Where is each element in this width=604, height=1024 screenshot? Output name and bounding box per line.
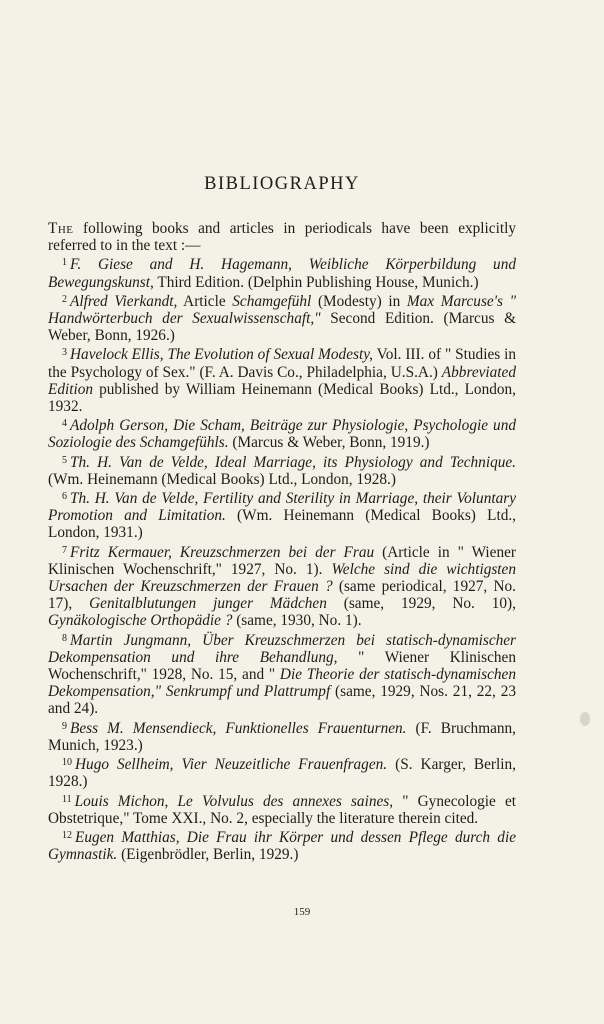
entry-citation: Alfred Vierkandt,	[70, 292, 178, 310]
intro-text: following books and articles in periodicals have been explicitly referred to in the text :—	[48, 220, 516, 255]
bibliography-entry-3	[48, 344, 516, 415]
bibliography-entry-5	[48, 452, 516, 488]
entry-number: 12	[62, 829, 72, 841]
entry-number: 5	[62, 454, 67, 466]
entry-details: (same, 1929, No. 10),	[326, 595, 516, 613]
entry-citation: Th. H. Van de Velde, Fertility and Sterility in Marriage, their Voluntary Promotion and Limitation.	[48, 490, 516, 525]
entry-number: 2	[62, 293, 67, 305]
entry-details: Third Edition. (Delphin Publishing House, Munich.)	[153, 273, 479, 291]
entry-details: Second Edition. (Marcus & Weber, Bonn, 1926.)	[48, 310, 516, 345]
bibliography-page	[48, 174, 516, 863]
entry-citation: Eugen Matthias, Die Frau ihr Körper und dessen Pflege durch die Gymnastik.	[48, 828, 516, 864]
entry-number: 10	[62, 757, 72, 769]
entry-number: 3	[62, 347, 67, 359]
entry-details: (Wm. Heinemann (Medical Books) Ltd., London, 1928.)	[48, 470, 396, 488]
entry-details: (Eigenbrödler, Berlin, 1929.)	[117, 846, 299, 864]
entry-citation: Louis Michon, Le Volvulus des annexes saines,	[74, 792, 394, 810]
entry-details: " Gynecologie et Obstetrique," Tome XXI., No. 2, especially the literature therein cited.	[48, 792, 516, 827]
entry-citation: Th. H. Van de Velde, Ideal Marriage, its Physiology and Technique.	[70, 453, 516, 471]
entry-citation: Hugo Sellheim, Vier Neuzeitliche Frauenfragen.	[75, 756, 388, 774]
entry-number: 9	[62, 720, 67, 732]
entry-citation: Genitalblutungen junger Mädchen	[89, 595, 327, 613]
entry-details: " Wiener Klinischen Wochenschrift," 1928, No. 15, and "	[48, 648, 516, 684]
bibliography-entry-4	[48, 415, 516, 451]
entry-number: 11	[62, 793, 72, 805]
entry-number: 8	[62, 632, 67, 644]
entry-number: 4	[62, 418, 67, 430]
entry-citation: Gynäkologische Orthopädie ?	[48, 612, 233, 630]
bibliography-body	[48, 220, 516, 863]
entry-details: (same periodical, 1927, No. 17),	[48, 578, 516, 613]
entry-citation: Max Marcuse's " Handwörterbuch der Sexualwissenschaft,"	[48, 292, 516, 328]
bibliography-entry-2	[48, 291, 516, 345]
page-number: 159	[293, 906, 311, 918]
entry-citation: Abbreviated Edition	[48, 363, 516, 398]
entry-number: 6	[62, 491, 67, 503]
entry-citation: Havelock Ellis, The Evolution of Sexual Modesty,	[70, 346, 373, 364]
bibliography-entry-12	[48, 827, 516, 863]
entry-details: (Wm. Heinemann (Medical Books) Ltd., London, 1931.)	[48, 507, 516, 542]
entry-details: (S. Karger, Berlin, 1928.)	[48, 756, 516, 791]
entry-details: (F. Bruchmann, Munich, 1923.)	[48, 719, 516, 754]
entry-details: (Article in " Wiener Klinischen Wochenschrift," 1927, No. 1).	[48, 543, 516, 578]
bibliography-entry-11	[48, 791, 516, 827]
bibliography-entry-6	[48, 488, 516, 542]
entry-citation: Fritz Kermauer, Kreuzschmerzen bei der Frau	[70, 543, 375, 561]
entry-number: 1	[62, 257, 67, 269]
entry-citation: Welche sind die wichtigsten Ursachen der Kreuzschmerzen der Frauen ?	[48, 560, 516, 596]
entry-details: (Modesty) in	[311, 292, 407, 310]
entry-details: Article	[177, 292, 233, 310]
entry-citation: F. Giese and H. Hagemann, Weibliche Körperbildung und Bewegungskunst,	[48, 256, 516, 291]
intro-paragraph	[48, 220, 516, 254]
entry-details: (same, 1930, No. 1).	[232, 612, 362, 630]
bibliography-entry-7	[48, 542, 516, 630]
bibliography-entry-1	[48, 254, 516, 290]
entry-citation: Schamgefühl	[232, 292, 312, 310]
entry-details: Vol. III. of " Studies in the Psychology of Sex." (F. A. Davis Co., Philadelphia, U.S.A.)	[48, 346, 516, 381]
entry-details: (Marcus & Weber, Bonn, 1919.)	[228, 434, 430, 452]
entry-number: 7	[62, 544, 67, 556]
entry-citation: Adolph Gerson, Die Scham, Beiträge zur Physiologie, Psychologie und Soziologie des Schamgefühls.	[48, 417, 516, 452]
entry-citation: Bess M. Mensendieck, Funktionelles Frauenturnen.	[70, 719, 407, 737]
bibliography-entry-9	[48, 718, 516, 754]
entry-details: (same, 1929, Nos. 21, 22, 23 and 24).	[48, 683, 516, 718]
page-title: BIBLIOGRAPHY	[204, 174, 360, 194]
paper-smudge	[580, 712, 590, 726]
bibliography-entry-10	[48, 754, 516, 790]
entry-citation: Martin Jungmann, Über Kreuzschmerzen bei statisch-dynamischer Dekompensation und ihre Behandlung,	[48, 631, 516, 666]
intro-lead: The	[48, 220, 74, 237]
entry-citation: Die Theorie der statisch-dynamischen Dekompensation," Senkrumpf und Plattrumpf	[48, 666, 516, 701]
entry-details: published by William Heinemann (Medical Books) Ltd., London, 1932.	[48, 380, 516, 416]
bibliography-entry-8	[48, 630, 516, 718]
